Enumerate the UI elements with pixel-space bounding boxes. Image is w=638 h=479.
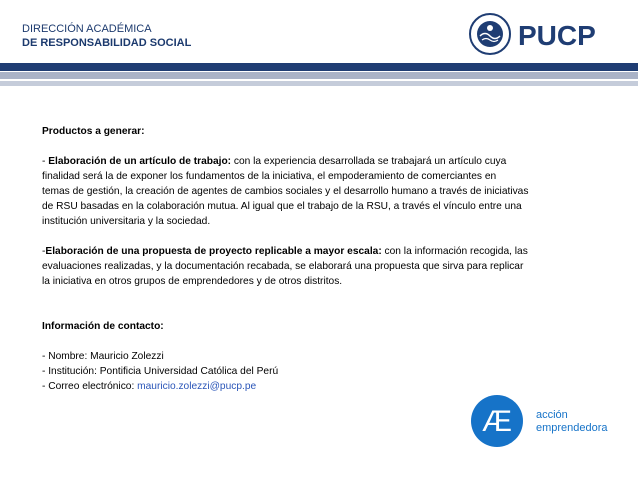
- item-text-line: de RSU basadas en la colaboración mutua. Al igual que el trabajo de la RSU, a través el vínculo entre una: [42, 201, 522, 212]
- item-prefix: -: [42, 156, 49, 167]
- contact-email-link[interactable]: mauricio.zolezzi@pucp.pe: [137, 381, 257, 392]
- product-item-article: [42, 154, 602, 169]
- contact-email-label: - Correo electrónico:: [42, 381, 138, 392]
- item-prefix: -: [42, 246, 46, 257]
- contact-name: - Nombre: Mauricio Zolezzi: [42, 351, 164, 362]
- item-text-line: temas de gestión, la creación de agentes de cambios sociales y el desarrollo humano a través de iniciativas: [42, 186, 529, 197]
- pucp-logo-text: PUCP: [518, 20, 596, 51]
- header-stripe-dark: [0, 63, 638, 71]
- item-text-line: la iniciativa en otros grupos de emprendedores y de otros distritos.: [42, 276, 343, 287]
- document-body: [42, 124, 602, 394]
- item-title: Elaboración de un artículo de trabajo:: [48, 156, 232, 167]
- item-text-line: finalidad será la de exponer los fundamentos de la iniciativa, el empoderamiento de comerciantes en: [42, 171, 497, 182]
- pucp-logo: [466, 12, 626, 56]
- header-stripe-lighter: [0, 81, 638, 86]
- department-title-line1: DIRECCIÓN ACADÉMICA: [22, 23, 152, 35]
- header-stripe-light: [0, 72, 638, 79]
- contact-institution: - Institución: Pontificia Universidad Católica del Perú: [42, 366, 279, 377]
- item-text: con la experiencia desarrollada se trabajará un artículo cuya: [231, 156, 507, 167]
- contact-email-line: [42, 379, 602, 394]
- ae-logo-line2: emprendedora: [536, 422, 608, 434]
- accion-emprendedora-logo: [470, 394, 630, 448]
- department-title: [22, 22, 191, 50]
- item-title: Elaboración de una propuesta de proyecto replicable a mayor escala:: [45, 246, 382, 257]
- department-title-line2: DE RESPONSABILIDAD SOCIAL: [22, 37, 192, 49]
- contact-heading: Información de contacto:: [42, 321, 164, 332]
- product-item-proposal: [42, 244, 602, 259]
- item-text: con la información recogida, las: [381, 246, 528, 257]
- item-text-line: evaluaciones realizadas, y la documentación recabada, se elaborará una propuesta que sirva para replicar: [42, 261, 524, 272]
- header: [0, 0, 638, 63]
- ae-logo-line1: acción: [536, 409, 568, 421]
- ae-logo-mark: Æ: [482, 405, 512, 438]
- products-heading: Productos a generar:: [42, 126, 145, 137]
- item-text-line: institución universitaria y la sociedad.: [42, 216, 211, 227]
